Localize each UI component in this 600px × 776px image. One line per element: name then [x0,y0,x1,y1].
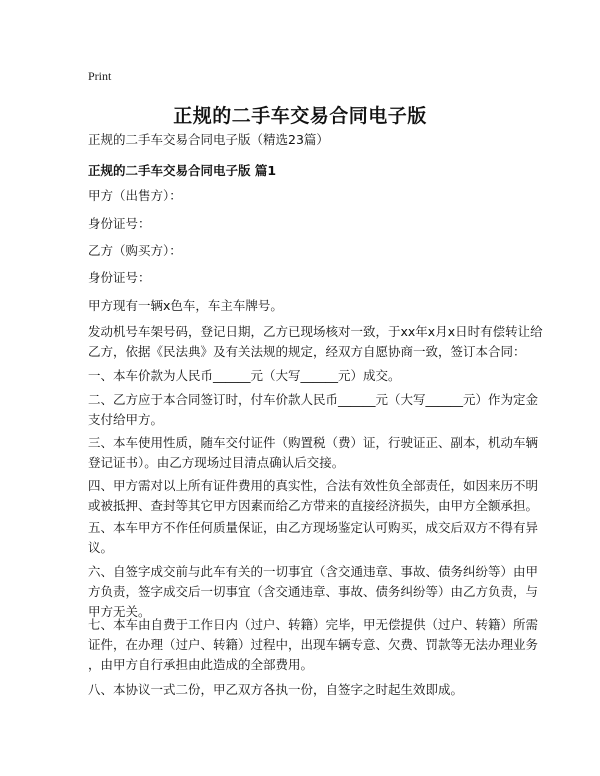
party-a-label: 甲方（出售方）： [88,188,182,203]
vehicle-intro: 甲方现有一辆x色车，车主车牌号。 [88,298,283,313]
clause-4 [88,476,539,516]
paragraph-line: 乙方，依据《民法典》及有关法规的规定，经双方自愿协商一致，签订本合同： [88,344,526,359]
paragraph-line: 议。 [88,540,114,555]
document-subtitle: 正规的二手车交易合同电子版（精选23篇） [88,132,329,147]
paragraph-line: 七、本车由自费于工作日内（过户、转籍）完毕，甲无偿提供（过户、转籍）所需 [88,617,539,632]
paragraph-line: 登记证书）。由乙方现场过目清点确认后交接。 [88,455,345,470]
clause-6 [88,562,539,622]
clause-1: 一、本车价款为人民币______元（大写______元）成交。 [88,368,401,383]
paragraph-line: 六、自签字成交前与此车有关的一切事宜（含交通违章、事故、债务纠纷等）由甲 [88,564,539,579]
paragraph-line: 甲方无关。 [88,604,151,619]
paragraph-line: 或被抵押、查封等其它甲方因素而给乙方带来的直接经济损失，由甲方全额承担。 [88,498,539,513]
paragraph-line: 二、乙方应于本合同签订时，付车价款人民币______元（大写______元）作为定金 [88,392,539,407]
clause-8: 八、本协议一式二份，甲乙双方各执一份，自签字之时起生效即成。 [88,682,464,697]
party-b-label: 乙方（购买方）： [88,243,182,258]
party-b-id-label: 身份证号： [88,270,151,285]
paragraph-line: 三、本车使用性质，随车交付证件（购置税（费）证，行驶证正、副本，机动车辆 [88,435,539,450]
document-title: 正规的二手车交易合同电子版 [173,105,427,127]
clause-5 [88,518,539,558]
engine-paragraph [88,322,543,362]
clause-3 [88,433,539,473]
clause-7 [88,615,539,675]
print-link[interactable]: Print [88,69,112,83]
paragraph-line: 五、本车甲方不作任何质量保证，由乙方现场鉴定认可购买，成交后双方不得有异 [88,520,539,535]
paragraph-line: 发动机号车架号码，登记日期，乙方已现场核对一致，于xx年x月x日时有偿转让给 [88,324,543,339]
section-heading: 正规的二手车交易合同电子版 篇1 [88,163,277,178]
paragraph-line: 方负责，签字成交后一切事宜（含交通违章、事故、债务纠纷等）由乙方负责，与 [88,584,539,599]
paragraph-line: 四、甲方需对以上所有证件费用的真实性，合法有效性负全部责任，如因来历不明 [88,478,539,493]
paragraph-line: 证件，在办理（过户、转籍）过程中，出现车辆专意、欠费、罚款等无法办理业务 [88,637,539,652]
paragraph-line: 支付给甲方。 [88,412,164,427]
paragraph-line: ，由甲方自行承担由此造成的全部费用。 [88,657,314,672]
clause-2 [88,390,539,430]
party-a-id-label: 身份证号： [88,216,151,231]
